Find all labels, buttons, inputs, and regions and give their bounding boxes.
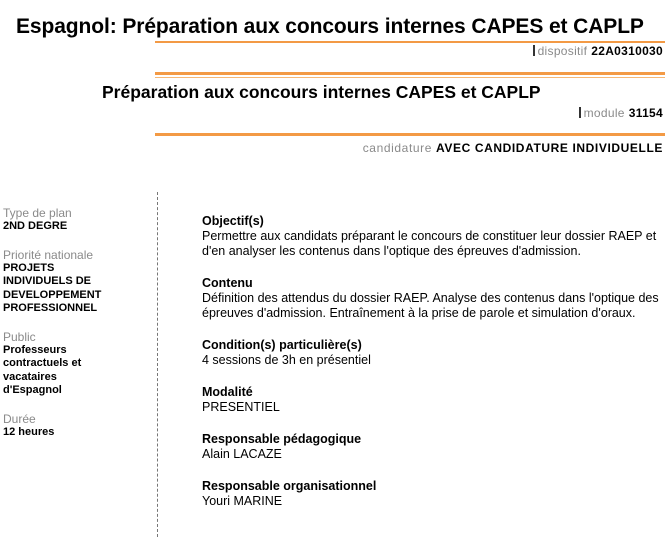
- candidature-label: candidature: [362, 141, 433, 155]
- dispositif-label: dispositif: [537, 44, 588, 58]
- section-rule: [155, 72, 665, 75]
- module-title: Préparation aux concours internes CAPES et CAPLP: [102, 82, 541, 102]
- sidebar-value-line: 12 heures: [3, 425, 55, 438]
- detail-section: [202, 214, 670, 259]
- module-rule: [155, 133, 665, 136]
- section-text-line: PRESENTIEL: [202, 400, 280, 414]
- sidebar-value-line: PROJETS: [3, 261, 55, 274]
- dispositif-reference: [533, 44, 663, 58]
- detail-section: [202, 432, 670, 462]
- module-details: [202, 214, 670, 526]
- section-text-line: Permettre aux candidats préparant le concours de constituer leur dossier RAEP et: [202, 229, 657, 243]
- sidebar-value-line: Professeurs: [3, 343, 67, 356]
- sidebar-label: Type de plan: [3, 206, 72, 220]
- sidebar-value: [3, 426, 153, 440]
- section-title: Contenu: [202, 276, 253, 290]
- sidebar-value: [3, 220, 153, 234]
- sidebar-value-line: DEVELOPPEMENT: [3, 288, 102, 301]
- section-text-line: épreuves d'admission. Entraînement à la prise de parole et simulation d'oraux.: [202, 306, 636, 320]
- detail-section: [202, 385, 670, 415]
- sidebar-block: [3, 330, 153, 398]
- detail-section: [202, 479, 670, 509]
- separator-bar: [579, 107, 581, 118]
- sidebar-label: Public: [3, 329, 36, 344]
- section-text-line: Alain LACAZE: [202, 447, 282, 461]
- sidebar-value-line: 2ND DEGRE: [3, 220, 68, 232]
- section-title: Condition(s) particulière(s): [202, 338, 362, 352]
- sidebar-value: [3, 262, 153, 316]
- section-text-line: 4 sessions de 3h en présentiel: [202, 353, 371, 367]
- section-title: Responsable pédagogique: [202, 432, 362, 446]
- section-text-line: d'en analyser les contenus dans l'optique des épreuves d'admission.: [202, 244, 581, 258]
- section-text-line: Youri MARINE: [202, 494, 283, 508]
- sidebar-details: [3, 206, 153, 453]
- dispositif-value: 22A0310030: [591, 44, 663, 58]
- candidature-line: [363, 141, 663, 155]
- sidebar-label: Priorité nationale: [3, 247, 94, 262]
- dashed-divider: [157, 192, 158, 537]
- sidebar-value-line: contractuels et: [3, 357, 82, 369]
- sidebar-value-line: vacataires: [3, 370, 57, 383]
- detail-section: [202, 338, 670, 368]
- title-underline: [155, 41, 665, 43]
- section-text-line: Définition des attendus du dossier RAEP. Analyse des contenus dans l'optique des: [202, 291, 659, 305]
- separator-bar: [533, 45, 535, 56]
- sidebar-value-line: d'Espagnol: [3, 384, 62, 396]
- section-title: Modalité: [202, 385, 253, 399]
- section-rule-thin: [155, 77, 665, 78]
- sidebar-label: Durée: [3, 411, 36, 426]
- sidebar-block: [3, 412, 153, 440]
- page-title: Espagnol: Préparation aux concours internes CAPES et CAPLP: [16, 15, 644, 38]
- detail-section: [202, 276, 670, 321]
- sidebar-value-line: PROFESSIONNEL: [3, 302, 98, 314]
- candidature-value: AVEC CANDIDATURE INDIVIDUELLE: [436, 141, 663, 155]
- sidebar-value-line: INDIVIDUELS DE: [3, 275, 92, 287]
- module-label: module: [583, 106, 625, 120]
- section-title: Responsable organisationnel: [202, 479, 377, 493]
- sidebar-block: [3, 206, 153, 234]
- sidebar-value: [3, 344, 153, 398]
- module-value: 31154: [628, 106, 663, 120]
- section-title: Objectif(s): [202, 214, 264, 228]
- module-reference: [579, 106, 663, 120]
- sidebar-block: [3, 248, 153, 316]
